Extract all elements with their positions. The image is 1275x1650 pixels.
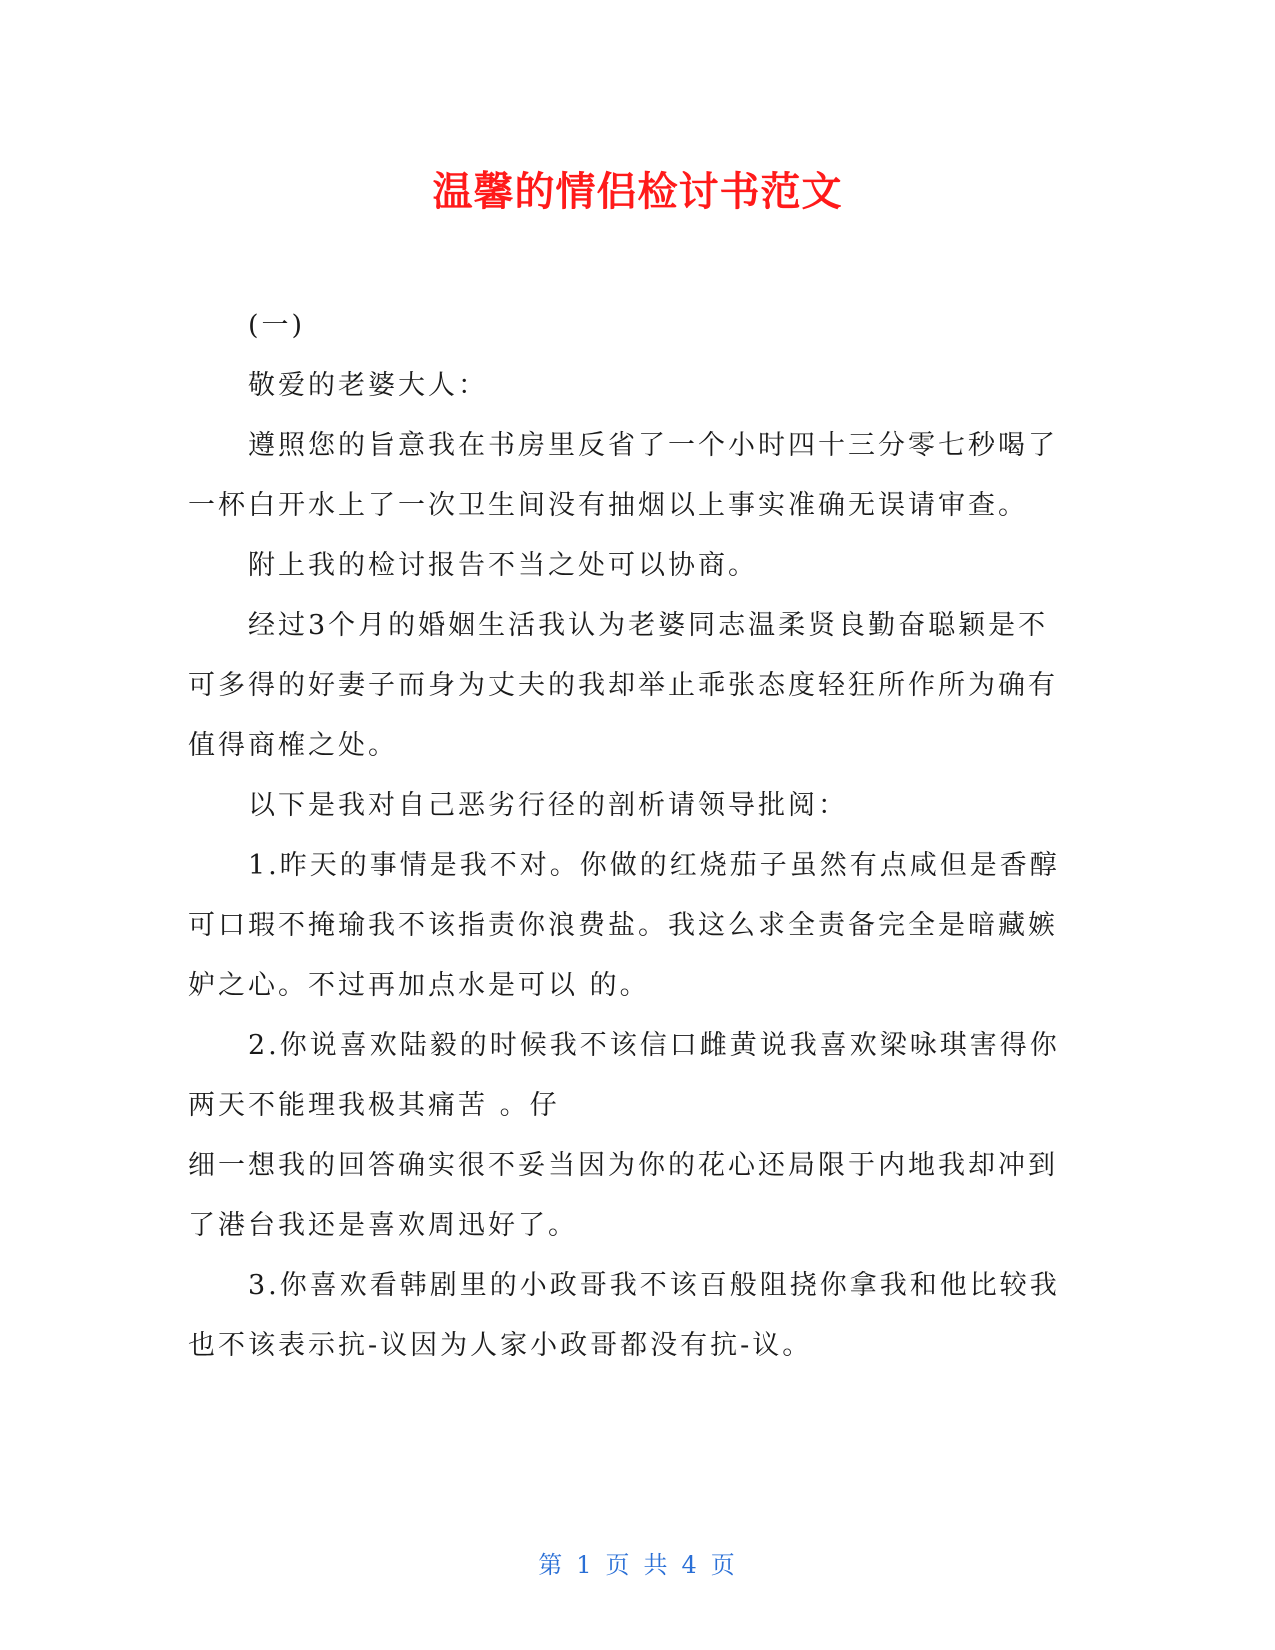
paragraph: 以下是我对自己恶劣行径的剖析请领导批阅： <box>248 790 848 821</box>
footer-total-prefix: 共 <box>643 1551 670 1579</box>
list-item: 3.你喜欢看韩剧里的小政哥我不该百般阻挠你拿我和他比较我也不该表示抗-议因为人家小政哥都没有抗-议。 <box>188 1270 1060 1361</box>
footer-page-label: 页 <box>605 1551 632 1579</box>
section-marker: (一) <box>248 310 306 341</box>
paragraph: 附上我的检讨报告不当之处可以协商。 <box>248 550 758 581</box>
footer-total-pages: 4 <box>681 1551 699 1579</box>
document-title: 温馨的情侣检讨书范文 <box>432 169 843 215</box>
footer-page-prefix: 第 <box>538 1551 565 1579</box>
paragraph: 遵照您的旨意我在书房里反省了一个小时四十三分零七秒喝了一杯白开水上了一次卫生间没有抽烟以上事实准确无误请审查。 <box>188 430 1058 521</box>
list-item: 2.你说喜欢陆毅的时候我不该信口雌黄说我喜欢梁咏琪害得你两天不能理我极其痛苦 。仔 <box>188 1030 1060 1121</box>
list-item: 1.昨天的事情是我不对。你做的红烧茄子虽然有点咸但是香醇可口瑕不掩瑜我不该指责你浪费盐。我这么求全责备完全是暗藏嫉妒之心。不过再加点水是可以 的。 <box>188 850 1060 1001</box>
page-footer <box>0 1545 1275 1580</box>
footer-total-suffix: 页 <box>710 1551 737 1579</box>
paragraph: 经过3个月的婚姻生活我认为老婆同志温柔贤良勤奋聪颖是不可多得的好妻子而身为丈夫的我却举止乖张态度轻狂所作所为确有值得商榷之处。 <box>188 610 1058 761</box>
list-item-continuation: 细一想我的回答确实很不妥当因为你的花心还局限于内地我却冲到了港台我还是喜欢周迅好了。 <box>188 1150 1058 1241</box>
document-body <box>188 296 1068 1376</box>
salutation: 敬爱的老婆大人： <box>248 370 488 401</box>
footer-current-page: 1 <box>576 1551 594 1579</box>
